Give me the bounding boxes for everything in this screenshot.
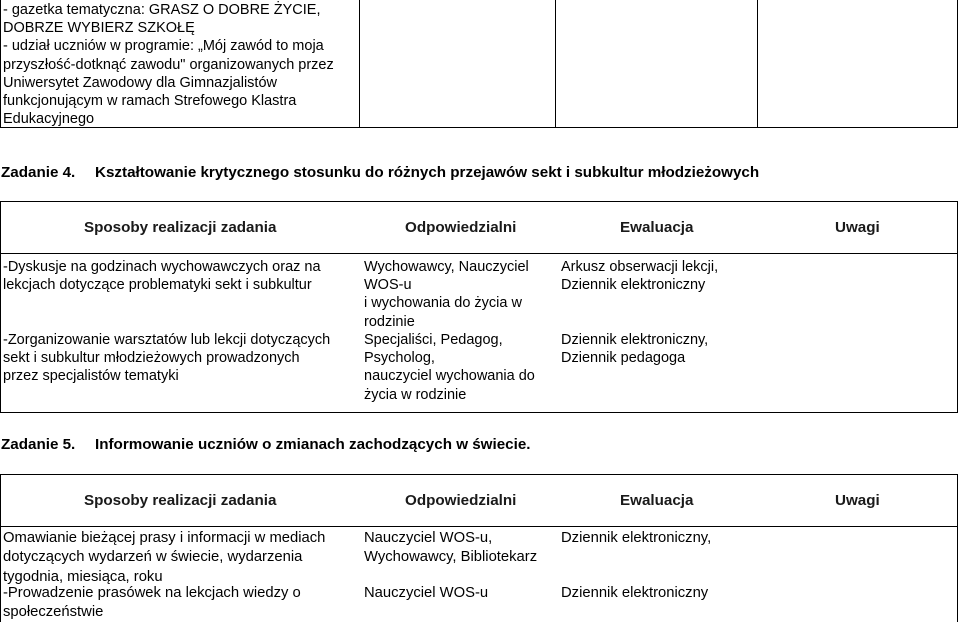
method-line: tygodnia, miesiąca, roku — [3, 568, 163, 585]
responsible-cell — [364, 331, 535, 404]
task5-title: Informowanie uczniów o zmianach zachodzących w świecie. — [95, 436, 531, 453]
responsible-line: Nauczyciel WOS-u — [364, 585, 489, 601]
evaluation-cell — [561, 331, 708, 367]
responsible-line: Nauczyciel WOS-u, — [364, 530, 493, 546]
responsible-line: Wychowawcy, Bibliotekarz — [364, 549, 538, 566]
evaluation-line: Dziennik elektroniczny — [561, 585, 709, 601]
responsible-cell — [364, 258, 529, 331]
activity-line: DOBRZE WYBIERZ SZKOŁĘ — [3, 20, 195, 37]
method-line: lekcjach dotyczące problematyki sekt i subkultur — [3, 277, 312, 294]
column-header-responsible: Odpowiedzialni — [405, 492, 517, 509]
task5-table-left-border — [0, 474, 1, 622]
task4-label: Zadanie 4. — [1, 164, 76, 181]
top-table-divider — [555, 0, 556, 128]
top-table-left-border — [0, 0, 1, 128]
task4-table-left-border — [0, 201, 1, 413]
task5-table-top-border — [0, 474, 958, 475]
column-header-evaluation: Ewaluacja — [620, 219, 694, 236]
responsible-cell — [364, 529, 537, 568]
responsible-line: i wychowania do życia w — [364, 295, 522, 312]
table-row — [3, 584, 301, 623]
activity-line: funkcjonującym w ramach Strefowego Klastra — [3, 93, 297, 110]
task4-heading — [1, 164, 759, 181]
activity-line: Edukacyjnego — [3, 111, 95, 128]
table-row — [3, 258, 321, 294]
task4-table-top-border — [0, 201, 958, 202]
top-table-activities — [3, 1, 359, 128]
task5-label: Zadanie 5. — [1, 436, 76, 453]
method-line: Omawianie bieżącej prasy i informacji w mediach — [3, 530, 326, 546]
top-table-right-border — [957, 0, 958, 128]
responsible-line: Wychowawcy, Nauczyciel — [364, 259, 529, 275]
evaluation-line: Dziennik elektroniczny, — [561, 530, 712, 546]
task5-table-right-border — [957, 474, 958, 622]
task5-header-divider — [0, 526, 958, 527]
evaluation-line: Arkusz obserwacji lekcji, — [561, 259, 719, 275]
activity-line: Uniwersytet Zawodowy dla Gimnazjalistów — [3, 74, 277, 91]
table-row — [3, 331, 330, 386]
method-line: przez specjalistów tematyki — [3, 368, 179, 385]
evaluation-cell — [561, 258, 718, 294]
column-header-evaluation: Ewaluacja — [620, 492, 694, 509]
method-line: -Zorganizowanie warsztatów lub lekcji dotyczących — [3, 332, 331, 348]
top-table-divider — [757, 0, 758, 128]
responsible-line: WOS-u — [364, 277, 412, 294]
responsible-cell — [364, 584, 488, 603]
column-header-methods: Sposoby realizacji zadania — [84, 219, 277, 236]
evaluation-cell — [561, 529, 711, 548]
evaluation-line: Dziennik pedagoga — [561, 350, 686, 367]
column-header-notes: Uwagi — [835, 219, 880, 236]
method-line: -Dyskusje na godzinach wychowawczych oraz na — [3, 259, 321, 275]
responsible-line: życia w rodzinie — [364, 386, 467, 403]
responsible-line: Psycholog, — [364, 350, 435, 367]
method-line: -Prowadzenie prasówek na lekcjach wiedzy o — [3, 585, 301, 601]
evaluation-line: Dziennik elektroniczny — [561, 277, 706, 294]
task4-table-right-border — [957, 201, 958, 413]
task5-heading — [1, 436, 530, 453]
responsible-line: rodzinie — [364, 313, 415, 330]
column-header-notes: Uwagi — [835, 492, 880, 509]
method-line: społeczeństwie — [3, 604, 104, 621]
task4-title: Kształtowanie krytycznego stosunku do różnych przejawów sekt i subkultur młodzieżowych — [95, 164, 760, 181]
column-header-methods: Sposoby realizacji zadania — [84, 492, 277, 509]
responsible-line: nauczyciel wychowania do — [364, 368, 535, 385]
column-header-responsible: Odpowiedzialni — [405, 219, 517, 236]
responsible-line: Specjaliści, Pedagog, — [364, 332, 503, 348]
activity-line: - gazetka tematyczna: GRASZ O DOBRE ŻYCIE, — [3, 2, 321, 18]
evaluation-cell — [561, 584, 708, 603]
method-line: dotyczących wydarzeń w świecie, wydarzenia — [3, 549, 303, 566]
method-line: sekt i subkultur młodzieżowych prowadzonych — [3, 350, 300, 367]
task4-table-bottom-border — [0, 412, 958, 413]
table-row — [3, 529, 325, 587]
task4-header-divider — [0, 253, 958, 254]
activity-line: przyszłość-dotknąć zawodu" organizowanych przez — [3, 56, 334, 73]
evaluation-line: Dziennik elektroniczny, — [561, 332, 709, 348]
activity-line: - udział uczniów w programie: „Mój zawód to moja — [3, 38, 324, 55]
top-table-divider — [359, 0, 360, 128]
